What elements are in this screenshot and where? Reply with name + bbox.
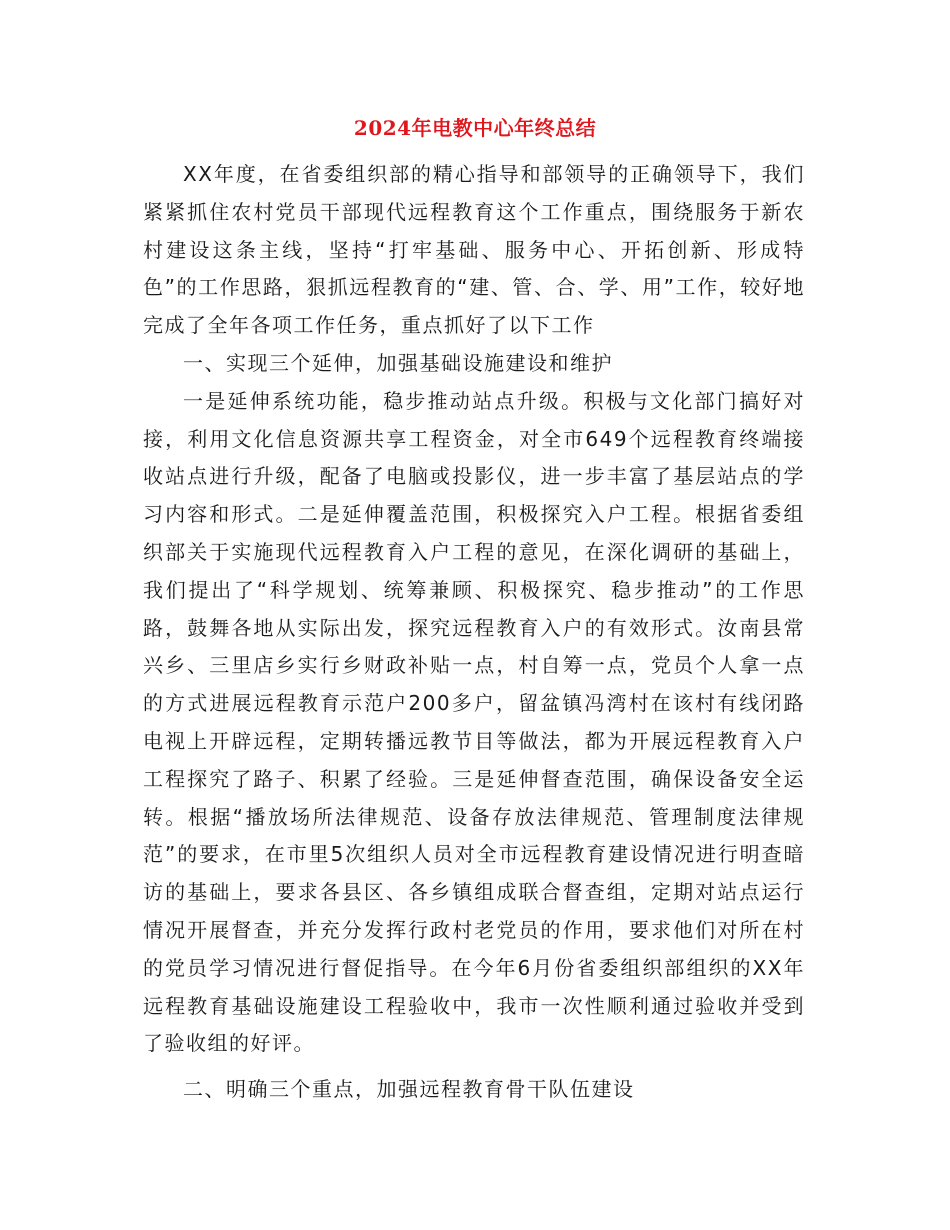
section-heading-2: 二、明确三个重点，加强远程教育骨干队伍建设: [183, 1077, 635, 1102]
section-heading-1: 一、实现三个延伸，加强基础设施建设和维护: [183, 350, 613, 375]
document-body: [143, 156, 805, 1109]
section-1-paragraph: 一是延伸系统功能，稳步推动站点升级。积极与文化部门搞好对接，利用文化信息资源共享工程资金，对全市649个远程教育终端接收站点进行升级，配备了电脑或投影仪，进一步丰富了基层站点的学习内容和形式。二是延伸覆盖范围，积极探究入户工程。根据省委组织部关于实施现代远程教育入户工程的意见，在深化调研的基础上，我们提出了“科学规划、统筹兼顾、积极探究、稳步推动”的工作思路，鼓舞各地从实际出发，探究远程教育入户的有效形式。汝南县常兴乡、三里店乡实行乡财政补贴一点，村自筹一点，党员个人拿一点的方式进展远程教育示范户200多户，留盆镇冯湾村在该村有线闭路电视上开辟远程，定期转播远教节目等做法，都为开展远程教育入户工程探究了路子、积累了经验。三是延伸督查范围，确保设备安全运转。根据“播放场所法律规范、设备存放法律规范、管理制度法律规范”的要求，在市里5次组织人员对全市远程教育建设情况进行明查暗访的基础上，要求各县区、各乡镇组成联合督查组，定期对站点运行情况开展督查，并充分发挥行政村老党员的作用，要求他们对所在村的党员学习情况进行督促指导。在今年6月份省委组织部组织的XX年远程教育基础设施建设工程验收中，我市一次性顺利通过验收并受到了验收组的好评。: [143, 388, 805, 1056]
intro-paragraph: XX年度，在省委组织部的精心指导和部领导的正确领导下，我们紧紧抓住农村党员干部现代远程教育这个工作重点，围绕服务于新农村建设这条主线，坚持“打牢基础、服务中心、开拓创新、形成特色”的工作思路，狠抓远程教育的“建、管、合、学、用”工作，较好地完成了全年各项工作任务，重点抓好了以下工作: [143, 162, 805, 338]
document-title: 2024年电教中心年终总结: [353, 116, 597, 140]
